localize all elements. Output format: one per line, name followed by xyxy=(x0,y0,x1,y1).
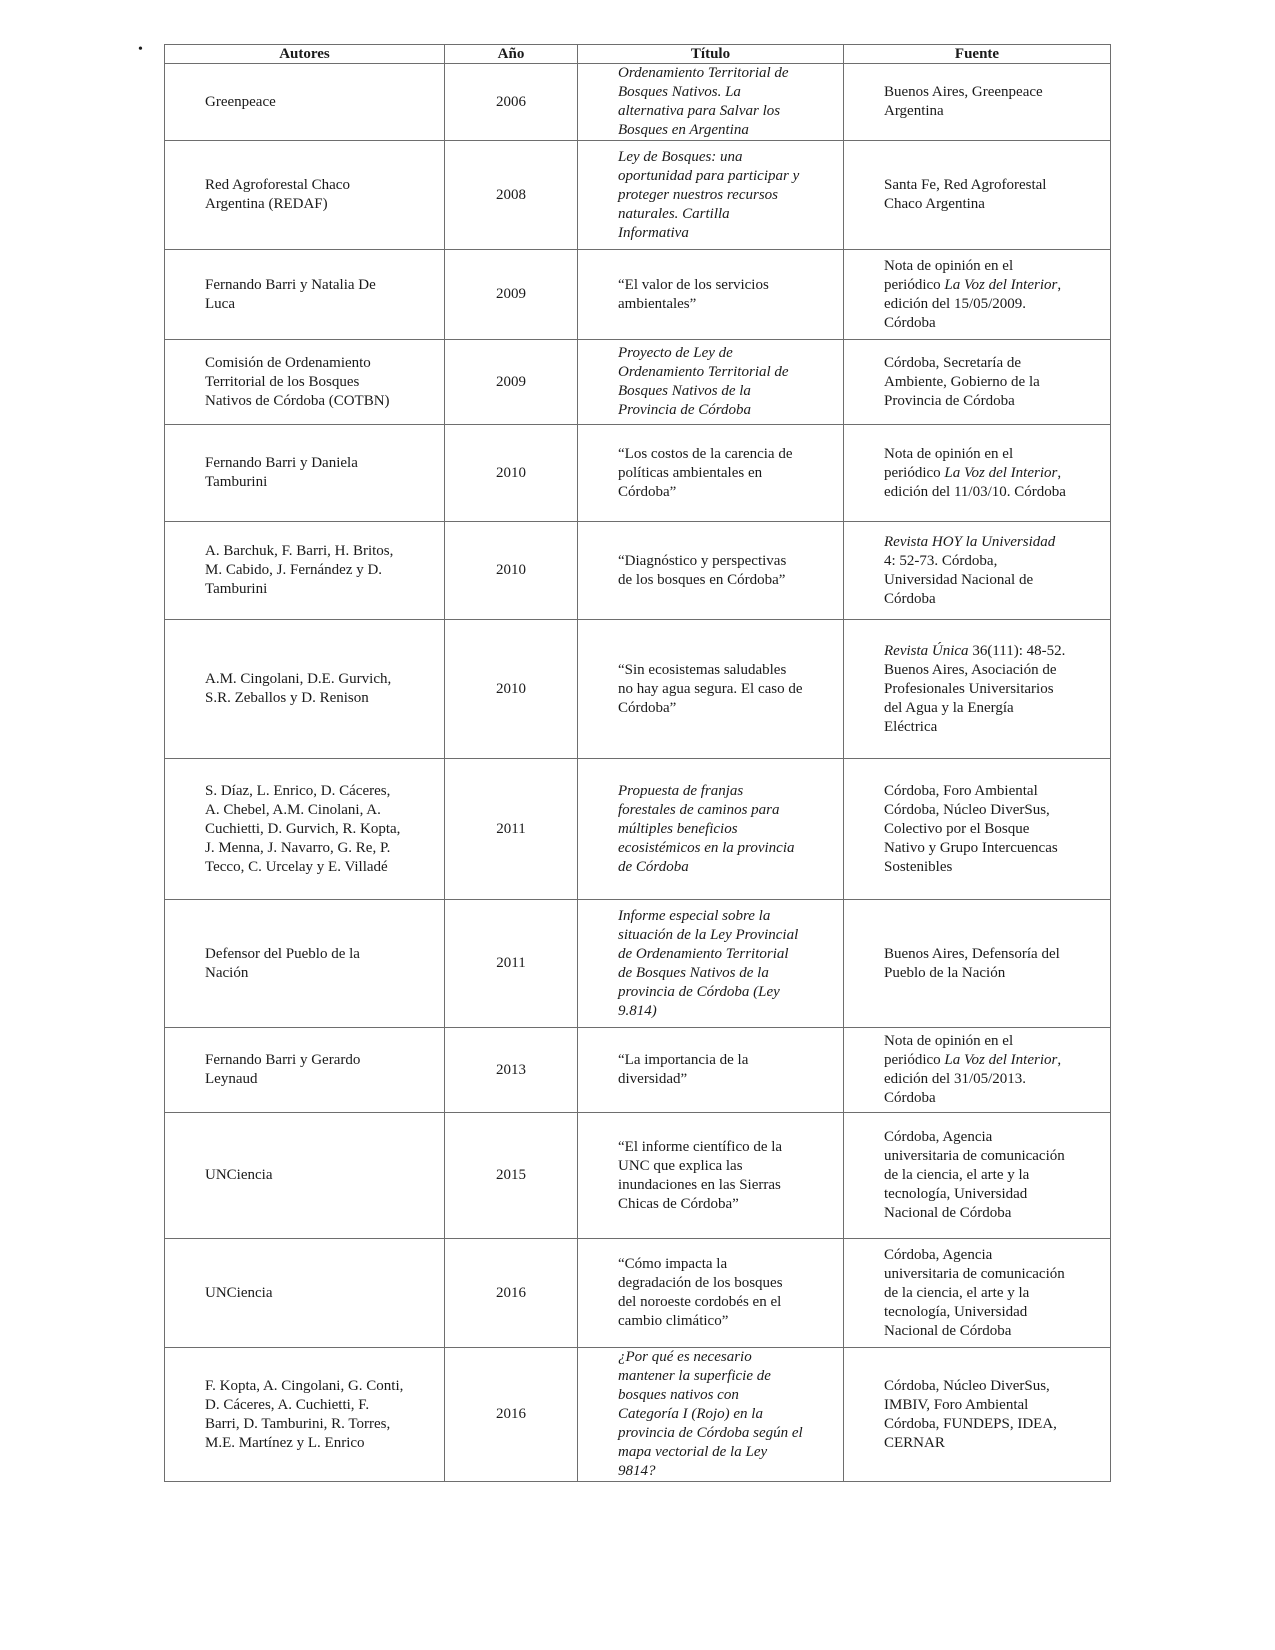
text-run: 4: 52-73. Córdoba, Universidad Nacional de Córdoba xyxy=(884,552,1034,607)
title-cell xyxy=(578,340,844,425)
authors-cell: Red Agroforestal Chaco Argentina (REDAF) xyxy=(165,141,445,250)
year-cell: 2009 xyxy=(445,250,578,340)
source-cell xyxy=(844,1348,1111,1482)
source-cell xyxy=(844,1028,1111,1113)
header-title: Título xyxy=(578,45,844,64)
source-cell xyxy=(844,522,1111,620)
year-cell: 2011 xyxy=(445,759,578,900)
authors-cell: F. Kopta, A. Cingolani, G. Conti, D. Cáceres, A. Cuchietti, F. Barri, D. Tamburini, R. Torres, M.E. Martínez y L. Enrico xyxy=(165,1348,445,1482)
table-row xyxy=(165,141,1111,250)
text-run: “El informe científico de la UNC que explica las inundaciones en las Sierras Chicas de Córdoba” xyxy=(618,1138,783,1212)
text-run: ¿Por qué es necesario mantener la superficie de bosques nativos con Categoría I (Rojo) en la provincia de Córdoba según el mapa vectorial de la Ley 9814? xyxy=(618,1349,803,1479)
text-run: , edición del 11/03/10. Córdoba xyxy=(884,464,1066,500)
table-row xyxy=(165,522,1111,620)
text-run: “Los costos de la carencia de políticas ambientales en Córdoba” xyxy=(618,445,793,500)
authors-cell: UNCiencia xyxy=(165,1113,445,1239)
title-cell xyxy=(578,250,844,340)
title-cell xyxy=(578,759,844,900)
header-authors: Autores xyxy=(165,45,445,64)
title-cell xyxy=(578,620,844,759)
year-cell: 2009 xyxy=(445,340,578,425)
table-row xyxy=(165,250,1111,340)
source-cell xyxy=(844,340,1111,425)
text-run: Córdoba, Foro Ambiental Córdoba, Núcleo DiverSus, Colectivo por el Bosque Nativo y Grupo Intercuencas Sostenibles xyxy=(884,782,1058,875)
table-row xyxy=(165,900,1111,1028)
title-cell xyxy=(578,1028,844,1113)
year-cell: 2013 xyxy=(445,1028,578,1113)
text-run: “La importancia de la diversidad” xyxy=(618,1052,749,1087)
authors-cell: Fernando Barri y Natalia De Luca xyxy=(165,250,445,340)
title-cell xyxy=(578,425,844,522)
text-run: “Cómo impacta la degradación de los bosques del noroeste cordobés en el cambio climático” xyxy=(618,1256,783,1329)
authors-cell: A.M. Cingolani, D.E. Gurvich, S.R. Zeballos y D. Renison xyxy=(165,620,445,759)
text-run: La Voz del Interior xyxy=(944,464,1058,481)
table-header-row xyxy=(165,45,1111,64)
text-run: Ley de Bosques: una oportunidad para participar y proteger nuestros recursos naturales. Cartilla Informativa xyxy=(618,148,800,241)
year-cell: 2008 xyxy=(445,141,578,250)
title-cell xyxy=(578,141,844,250)
text-run: Córdoba, Núcleo DiverSus, IMBIV, Foro Ambiental Córdoba, FUNDEPS, IDEA, CERNAR xyxy=(884,1377,1057,1451)
source-cell xyxy=(844,900,1111,1028)
year-cell: 2015 xyxy=(445,1113,578,1239)
text-run: “El valor de los servicios ambientales” xyxy=(618,276,769,312)
authors-cell: Greenpeace xyxy=(165,64,445,141)
title-cell xyxy=(578,1113,844,1239)
text-run: Propuesta de franjas forestales de caminos para múltiples beneficios ecosistémicos en la provincia de Córdoba xyxy=(618,782,795,875)
bullet-mark: • xyxy=(138,42,143,57)
source-cell xyxy=(844,1113,1111,1239)
authors-cell: Fernando Barri y Daniela Tamburini xyxy=(165,425,445,522)
authors-cell: Fernando Barri y Gerardo Leynaud xyxy=(165,1028,445,1113)
text-run: Córdoba, Agencia universitaria de comunicación de la ciencia, el arte y la tecnología, Universidad Nacional de Córdoba xyxy=(884,1246,1065,1339)
source-cell xyxy=(844,250,1111,340)
title-cell xyxy=(578,900,844,1028)
authors-cell: UNCiencia xyxy=(165,1239,445,1348)
authors-cell: Defensor del Pueblo de la Nación xyxy=(165,900,445,1028)
text-run: Nota de opinión en el periódico xyxy=(884,445,1014,481)
source-cell xyxy=(844,1239,1111,1348)
table-row xyxy=(165,759,1111,900)
title-cell xyxy=(578,1239,844,1348)
year-cell: 2016 xyxy=(445,1348,578,1482)
source-cell xyxy=(844,64,1111,141)
text-run: Buenos Aires, Defensoría del Pueblo de la Nación xyxy=(884,945,1060,981)
table-row xyxy=(165,340,1111,425)
references-table xyxy=(164,44,1111,1482)
source-cell xyxy=(844,759,1111,900)
text-run: , edición del 15/05/2009. Córdoba xyxy=(884,276,1062,331)
source-cell xyxy=(844,141,1111,250)
year-cell: 2011 xyxy=(445,900,578,1028)
text-run: Santa Fe, Red Agroforestal Chaco Argentina xyxy=(884,177,1047,212)
title-cell xyxy=(578,64,844,141)
text-run: Córdoba, Agencia universitaria de comunicación de la ciencia, el arte y la tecnología, Universidad Nacional de Córdoba xyxy=(884,1129,1065,1221)
year-cell: 2010 xyxy=(445,620,578,759)
text-run: Ordenamiento Territorial de Bosques Nativos. La alternativa para Salvar los Bosques en Argentina xyxy=(618,65,789,138)
table-row xyxy=(165,1113,1111,1239)
text-run: Nota de opinión en el periódico xyxy=(884,257,1014,293)
title-cell xyxy=(578,1348,844,1482)
text-run: “Diagnóstico y perspectivas de los bosques en Córdoba” xyxy=(618,552,787,588)
header-year: Año xyxy=(445,45,578,64)
text-run: La Voz del Interior xyxy=(944,1052,1058,1068)
header-source: Fuente xyxy=(844,45,1111,64)
text-run: “Sin ecosistemas saludables no hay agua segura. El caso de Córdoba” xyxy=(618,661,803,716)
table-row xyxy=(165,1239,1111,1348)
table-row xyxy=(165,1028,1111,1113)
authors-cell: Comisión de Ordenamiento Territorial de los Bosques Nativos de Córdoba (COTBN) xyxy=(165,340,445,425)
source-cell xyxy=(844,425,1111,522)
text-run: 36(111): 48-52. Buenos Aires, Asociación de Profesionales Universitarios del Agua y la Energía Eléctrica xyxy=(884,642,1066,735)
text-run: Informe especial sobre la situación de la Ley Provincial de Ordenamiento Territorial de Bosques Nativos de la provincia de Córdoba (Ley 9.814) xyxy=(618,907,799,1019)
authors-cell: S. Díaz, L. Enrico, D. Cáceres, A. Chebel, A.M. Cinolani, A. Cuchietti, D. Gurvich, R. Kopta, J. Menna, J. Navarro, G. Re, P. Tecco, C. Urcelay y E. Villadé xyxy=(165,759,445,900)
year-cell: 2006 xyxy=(445,64,578,141)
table-row xyxy=(165,425,1111,522)
text-run: Nota de opinión en el periódico xyxy=(884,1033,1014,1068)
source-cell xyxy=(844,620,1111,759)
table-row xyxy=(165,64,1111,141)
table-row xyxy=(165,1348,1111,1482)
text-run: La Voz del Interior xyxy=(944,276,1058,293)
text-run: , edición del 31/05/2013. Córdoba xyxy=(884,1052,1062,1106)
text-run: Córdoba, Secretaría de Ambiente, Gobierno de la Provincia de Córdoba xyxy=(884,354,1040,409)
year-cell: 2010 xyxy=(445,522,578,620)
authors-cell: A. Barchuk, F. Barri, H. Britos, M. Cabido, J. Fernández y D. Tamburini xyxy=(165,522,445,620)
text-run: Revista Única xyxy=(884,642,969,659)
year-cell: 2016 xyxy=(445,1239,578,1348)
text-run: Proyecto de Ley de Ordenamiento Territorial de Bosques Nativos de la Provincia de Córdoba xyxy=(618,345,789,418)
text-run: Revista HOY la Universidad xyxy=(884,533,1056,550)
title-cell xyxy=(578,522,844,620)
year-cell: 2010 xyxy=(445,425,578,522)
table-row xyxy=(165,620,1111,759)
text-run: Buenos Aires, Greenpeace Argentina xyxy=(884,84,1043,119)
